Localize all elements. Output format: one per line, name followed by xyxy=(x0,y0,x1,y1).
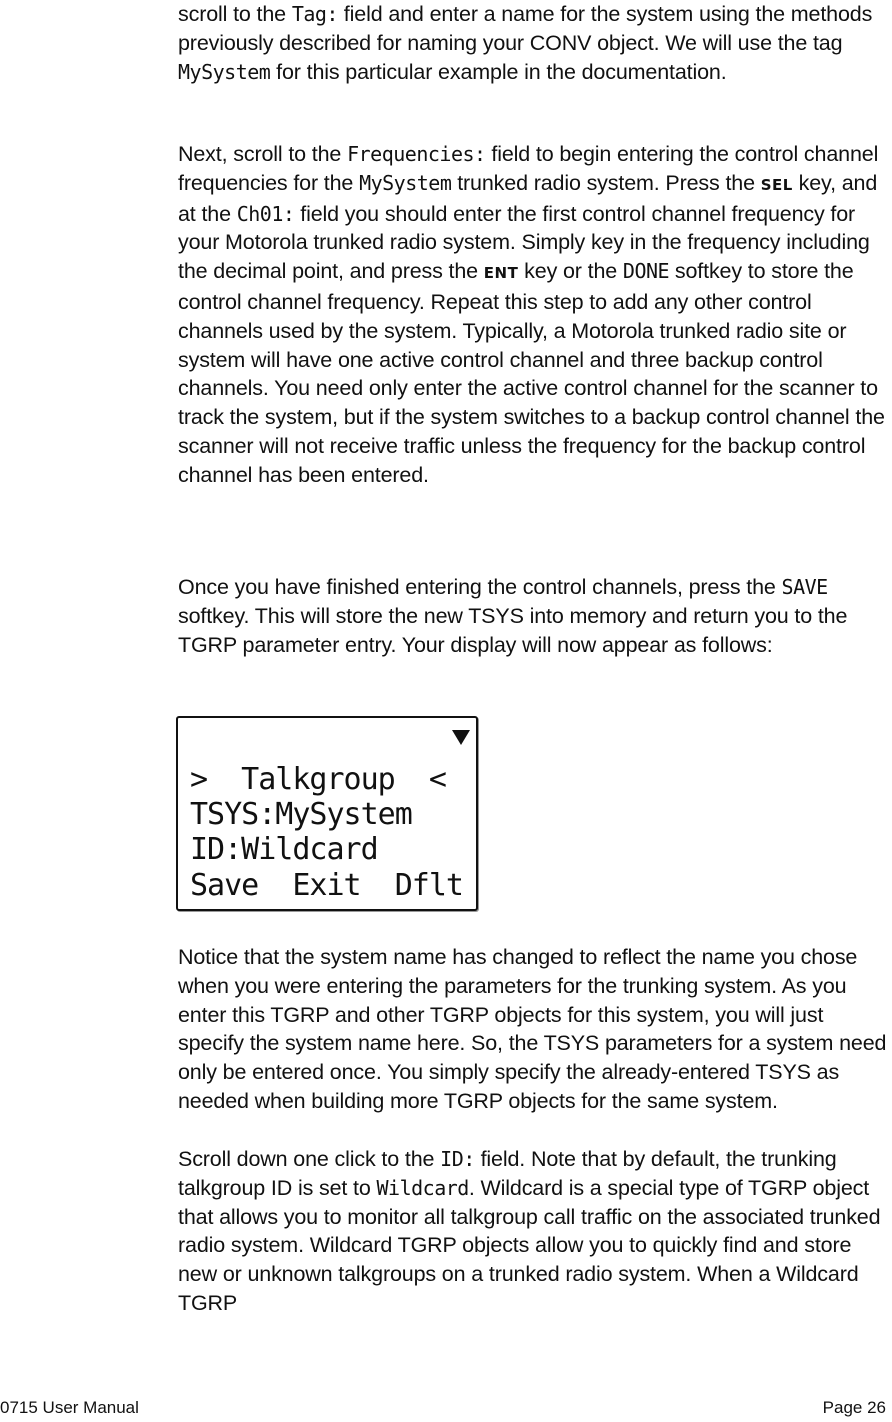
text: key or the xyxy=(518,259,623,284)
text: . Wildcard is a special type of TGRP object that allows you to monitor all talkgroup call traffic on the associated trunked radio system. Wildcard TGRP objects allow you to quickly find and store new or unknown talkgroups on a trunked radio system. When a Wildcard TGRP xyxy=(178,1175,881,1315)
paragraph-id-field xyxy=(178,1145,890,1318)
lcd-line-id: ID:Wildcard xyxy=(190,832,378,867)
lcd-line-talkgroup: > Talkgroup < xyxy=(190,762,446,797)
text: Next, scroll to the xyxy=(178,142,348,166)
text: field and enter a name for the system using the methods previously described for naming your CONV object. We will use the tag xyxy=(178,2,873,55)
lcd-text-mysystem: MySystem xyxy=(359,170,452,195)
lcd-text-mysystem: MySystem xyxy=(178,59,271,84)
lcd-text-frequencies: Frequencies: xyxy=(347,142,486,166)
lcd-line-softkeys: Save Exit Dflt xyxy=(190,868,463,903)
text: trunked radio system. Press the xyxy=(451,170,761,195)
lcd-text-ch01: Ch01: xyxy=(236,201,295,226)
lcd-text-wildcard: Wildcard xyxy=(376,1175,469,1200)
key-ent: ENT xyxy=(483,264,519,283)
text: field you should enter the first control channel frequency for your Motorola trunked radio system. Simply key in the frequency including the decimal point, and press the xyxy=(178,201,870,284)
text: field. Note that by default, the trunking talkgroup ID is set to xyxy=(178,1147,837,1200)
text: key, and at the xyxy=(178,170,878,226)
lcd-text-save: SAVE xyxy=(781,575,828,599)
footer-manual-title: 0715 User Manual xyxy=(0,1398,139,1417)
lcd-line-tsys: TSYS:MySystem xyxy=(190,797,412,832)
lcd-text-tag: Tag: xyxy=(291,2,338,26)
text: scroll to the xyxy=(178,2,292,26)
footer-page-number: Page 26 xyxy=(822,1398,886,1417)
paragraph-frequencies xyxy=(178,140,890,490)
text: Notice that the system name has changed to reflect the name you chose when you were entering the parameters for the trunking system. As you enter this TGRP and other TGRP objects for this system, you will just specify the system name here. So, the TSYS parameters for a system need only be entered once. You simply specify the already-entered TSYS as needed when building more TGRP objects for the same system. xyxy=(178,945,887,1113)
text: field to begin entering the control channel frequencies for the xyxy=(178,142,879,195)
lcd-text-id: ID: xyxy=(440,1147,475,1171)
text: for this particular example in the documentation. xyxy=(270,59,727,84)
paragraph-save xyxy=(178,573,890,659)
paragraph-tag-field xyxy=(178,0,890,86)
scroll-down-arrow-icon xyxy=(452,730,470,745)
lcd-display-figure xyxy=(176,716,478,911)
paragraph-notice xyxy=(178,943,890,1116)
text: softkey. This will store the new TSYS into memory and return you to the TGRP parameter entry. Your display will now appear as follows: xyxy=(178,603,848,657)
text: softkey to store the control channel frequency. Repeat this step to add any other control channels used by the system. Typically, a Motorola trunked radio site or system will have one active control channel and three backup control channels. You need only enter the active control channel for the scanner to track the system, but if the system switches to a backup control channel the scanner will not receive traffic unless the frequency for the backup control channel has been entered. xyxy=(178,259,885,487)
lcd-text-done: DONE xyxy=(622,259,670,284)
text: Scroll down one click to the xyxy=(178,1147,441,1171)
text: Once you have finished entering the control channels, press the xyxy=(178,575,782,599)
key-sel: SEL xyxy=(760,175,793,194)
